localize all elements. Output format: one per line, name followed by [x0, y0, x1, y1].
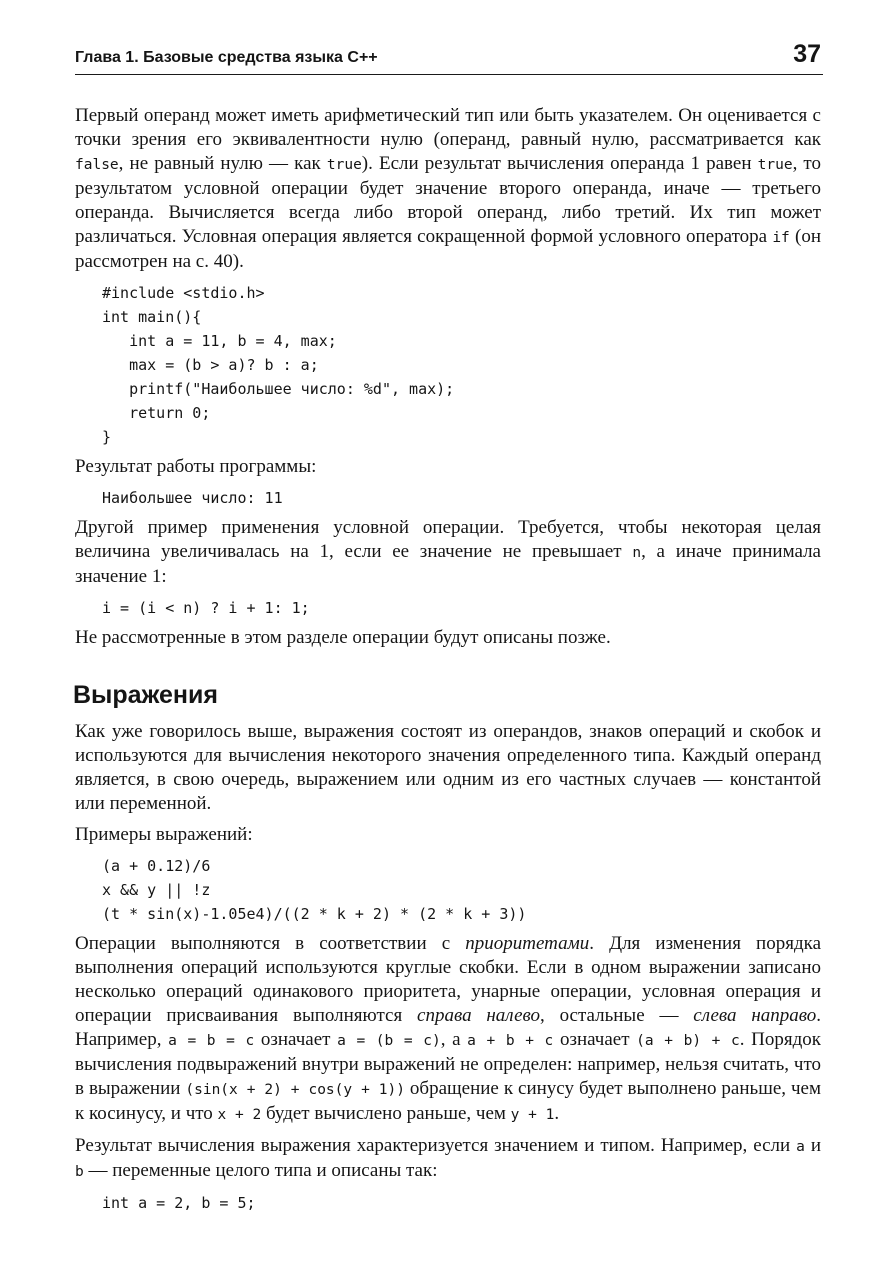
text: Операции выполняются в соответствии с: [75, 933, 466, 954]
inline-code: if: [772, 230, 790, 246]
paragraph-operator-priority: [75, 932, 821, 1127]
text: ). Если результат вычисления операнда 1 равен: [361, 153, 758, 174]
inline-code: true: [326, 157, 362, 173]
inline-code: true: [757, 157, 793, 173]
inline-code: n: [632, 545, 642, 561]
paragraph-examples-label: Примеры выражений:: [75, 824, 253, 845]
code-increment-example: i = (i < n) ? i + 1: 1;: [102, 599, 310, 617]
paragraph-expressions-intro: Как уже говорилось выше, выражения состоят из операндов, знаков операций и скобок и используются для вычисления некоторого значения определенного типа. Каждый операнд является, в свою очередь, выражением или одним из его частных случаев — константой или переменной.: [75, 721, 821, 814]
inline-code: (a + b) + c: [636, 1033, 740, 1049]
text: Другой пример применения условной операции. Требуется, чтобы некоторая целая величина увеличивалась на 1, если ее значение не превышает: [75, 517, 821, 562]
text: , остальные —: [540, 1005, 694, 1026]
emphasis: приоритетами: [465, 933, 590, 954]
text: означает: [254, 1029, 338, 1050]
text: означает: [553, 1029, 637, 1050]
text: Результат вычисления выражения характеризуется значением и типом. Например, если: [75, 1135, 797, 1156]
text: , а иначе принимала значение 1:: [75, 541, 821, 587]
text: . Например,: [75, 1005, 821, 1050]
text: . Для изменения порядка выполнения операций используются круглые скобки. Если в одном выражении записано несколько операций одинакового приоритета, унарные операции, условная операция и операции присваивания выполняются: [75, 933, 821, 1026]
text: .: [554, 1103, 560, 1124]
paragraph-later-operations: Не рассмотренные в этом разделе операции будут описаны позже.: [75, 627, 611, 648]
code-listing-max: #include <stdio.h> int main(){ int a = 11, b = 4, max; max = (b > a)? b : a; printf("Наибольшее число: %d", max); return 0; }: [102, 284, 455, 446]
inline-code: b: [75, 1164, 84, 1180]
text: (он рассмотрен на с. 40).: [75, 226, 821, 272]
text: будет вычислено раньше, чем: [261, 1103, 511, 1124]
emphasis: слева направо: [693, 1005, 817, 1026]
page-number: 37: [793, 40, 821, 68]
inline-code: false: [75, 157, 119, 173]
page-body: [75, 104, 821, 1221]
text: — переменные целого типа и описаны так:: [83, 1160, 438, 1181]
inline-code: x + 2: [217, 1107, 262, 1123]
text: обращение к синусу будет выполнено раньше, чем к косинусу, и что: [75, 1078, 821, 1124]
inline-code: a + b + c: [467, 1033, 554, 1049]
inline-code: a = b = c: [168, 1033, 255, 1049]
emphasis: справа налево: [417, 1005, 540, 1026]
text: , не равный нулю — как: [118, 153, 327, 174]
text: , то результатом условной операции будет значение второго операнда, иначе — третьего операнда. Вычисляется всегда либо второй операнд, либо третий. Их тип может различаться. Условная операция является сокращенной формой условного оператора: [75, 153, 821, 247]
paragraph-result-type: [75, 1134, 821, 1184]
text: . Порядок вычисления подвыражений внутри выражений не определен: например, нельзя считать, что в выражении: [75, 1029, 821, 1099]
inline-code: a: [796, 1139, 805, 1155]
inline-code: a = (b = c): [337, 1033, 441, 1049]
code-declaration-example: int a = 2, b = 5;: [102, 1194, 256, 1212]
text: и: [804, 1135, 822, 1156]
inline-code: y + 1: [510, 1107, 555, 1123]
text: Первый операнд может иметь арифметический тип или быть указателем. Он оценивается с точки зрения его эквивалентности нулю (операнд, равный нулю, рассматривается как: [75, 105, 821, 150]
chapter-title: Глава 1. Базовые средства языка С++: [75, 49, 378, 66]
code-expression-examples: (a + 0.12)/6 x && y || !z (t * sin(x)-1.05e4)/((2 * k + 2) * (2 * k + 3)): [102, 857, 527, 923]
section-heading: Выражения: [73, 681, 218, 709]
inline-code: (sin(x + 2) + cos(y + 1)): [185, 1082, 405, 1098]
paragraph-conditional-operand: [75, 104, 821, 274]
paragraph-program-output-label: Результат работы программы:: [75, 456, 317, 477]
code-program-output: Наибольшее число: 11: [102, 489, 283, 507]
paragraph-another-example: [75, 516, 821, 589]
text: , а: [440, 1029, 468, 1050]
running-header: [75, 40, 823, 75]
